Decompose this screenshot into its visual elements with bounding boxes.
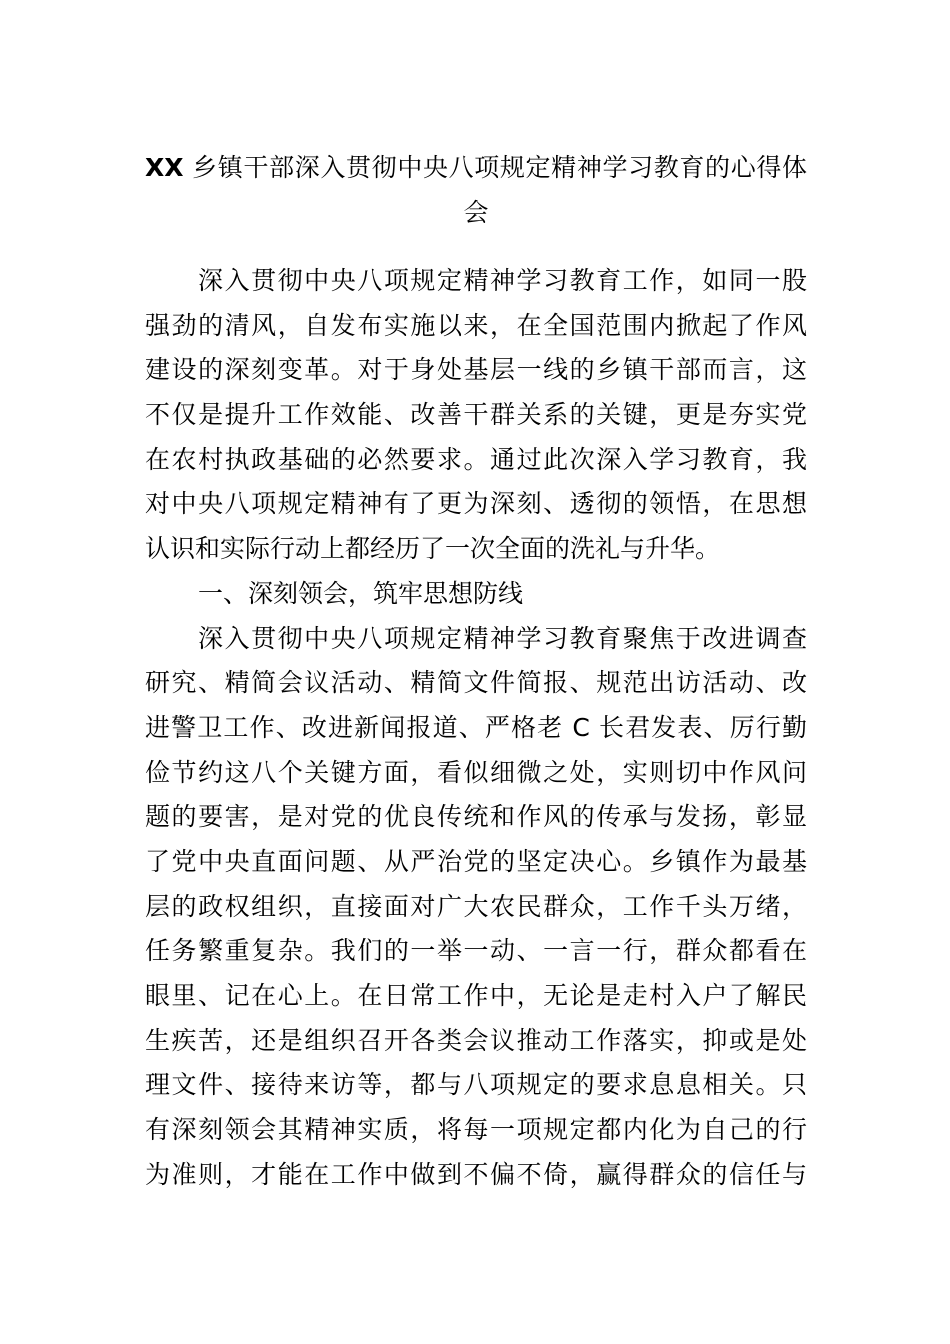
text-line: 一、深刻领会，筑牢思想防线 [198, 578, 524, 608]
text-line: 有深刻领会其精神实质，将每一项规定都内化为自己的行 [145, 1115, 807, 1145]
text-line: 为准则，才能在工作中做到不偏不倚，赢得群众的信任与 [145, 1159, 807, 1189]
title-line-1 [145, 145, 807, 190]
text-line: 深入贯彻中央八项规定精神学习教育聚焦于改进调查 [198, 623, 807, 653]
text-line: 强劲的清风，自发布实施以来，在全国范围内掀起了作风 [145, 310, 807, 340]
text-line: 对中央八项规定精神有了更为深刻、透彻的领悟，在思想 [145, 489, 807, 519]
document-title [145, 145, 807, 235]
text-line: 眼里、记在心上。在日常工作中，无论是走村入户了解民 [145, 981, 807, 1010]
text-line: 在农村执政基础的必然要求。通过此次深入学习教育，我 [145, 444, 807, 474]
title-line-2: 会 [463, 198, 489, 227]
text-line: 进警卫工作、改进新闻报道、严格老 C 长君发表、厉行勤 [145, 712, 807, 742]
text-line: 不仅是提升工作效能、改善干群关系的关键，更是夯实党 [145, 400, 807, 430]
text-line: 理文件、接待来访等，都与八项规定的要求息息相关。只 [145, 1070, 807, 1100]
text-line: 深入贯彻中央八项规定精神学习教育工作，如同一股 [198, 266, 807, 295]
paragraph [145, 259, 807, 572]
title-text: 乡镇干部深入贯彻中央八项规定精神学习教育的心得体 [192, 153, 807, 182]
text-line: 认识和实际行动上都经历了一次全面的洗礼与升华。 [145, 534, 721, 564]
text-line: 建设的深刻变革。对于身处基层一线的乡镇干部而言，这 [145, 355, 807, 385]
text-line: 层的政权组织，直接面对广大农民群众，工作千头万绪， [145, 891, 807, 921]
text-line: 题的要害，是对党的优良传统和作风的传承与发扬，彰显 [145, 802, 807, 832]
section-heading [145, 572, 807, 617]
title-prefix: XX [145, 153, 184, 182]
document-body [145, 259, 807, 1197]
paragraph [145, 617, 807, 1198]
text-line: 生疾苦，还是组织召开各类会议推动工作落实，抑或是处 [145, 1025, 807, 1055]
text-line: 俭节约这八个关键方面，看似细微之处，实则切中作风问 [145, 757, 807, 787]
text-line: 研究、精简会议活动、精简文件简报、规范出访活动、改 [145, 668, 807, 698]
text-line: 了党中央直面问题、从严治党的坚定决心。乡镇作为最基 [145, 846, 807, 876]
text-line: 任务繁重复杂。我们的一举一动、一言一行，群众都看在 [145, 936, 807, 966]
